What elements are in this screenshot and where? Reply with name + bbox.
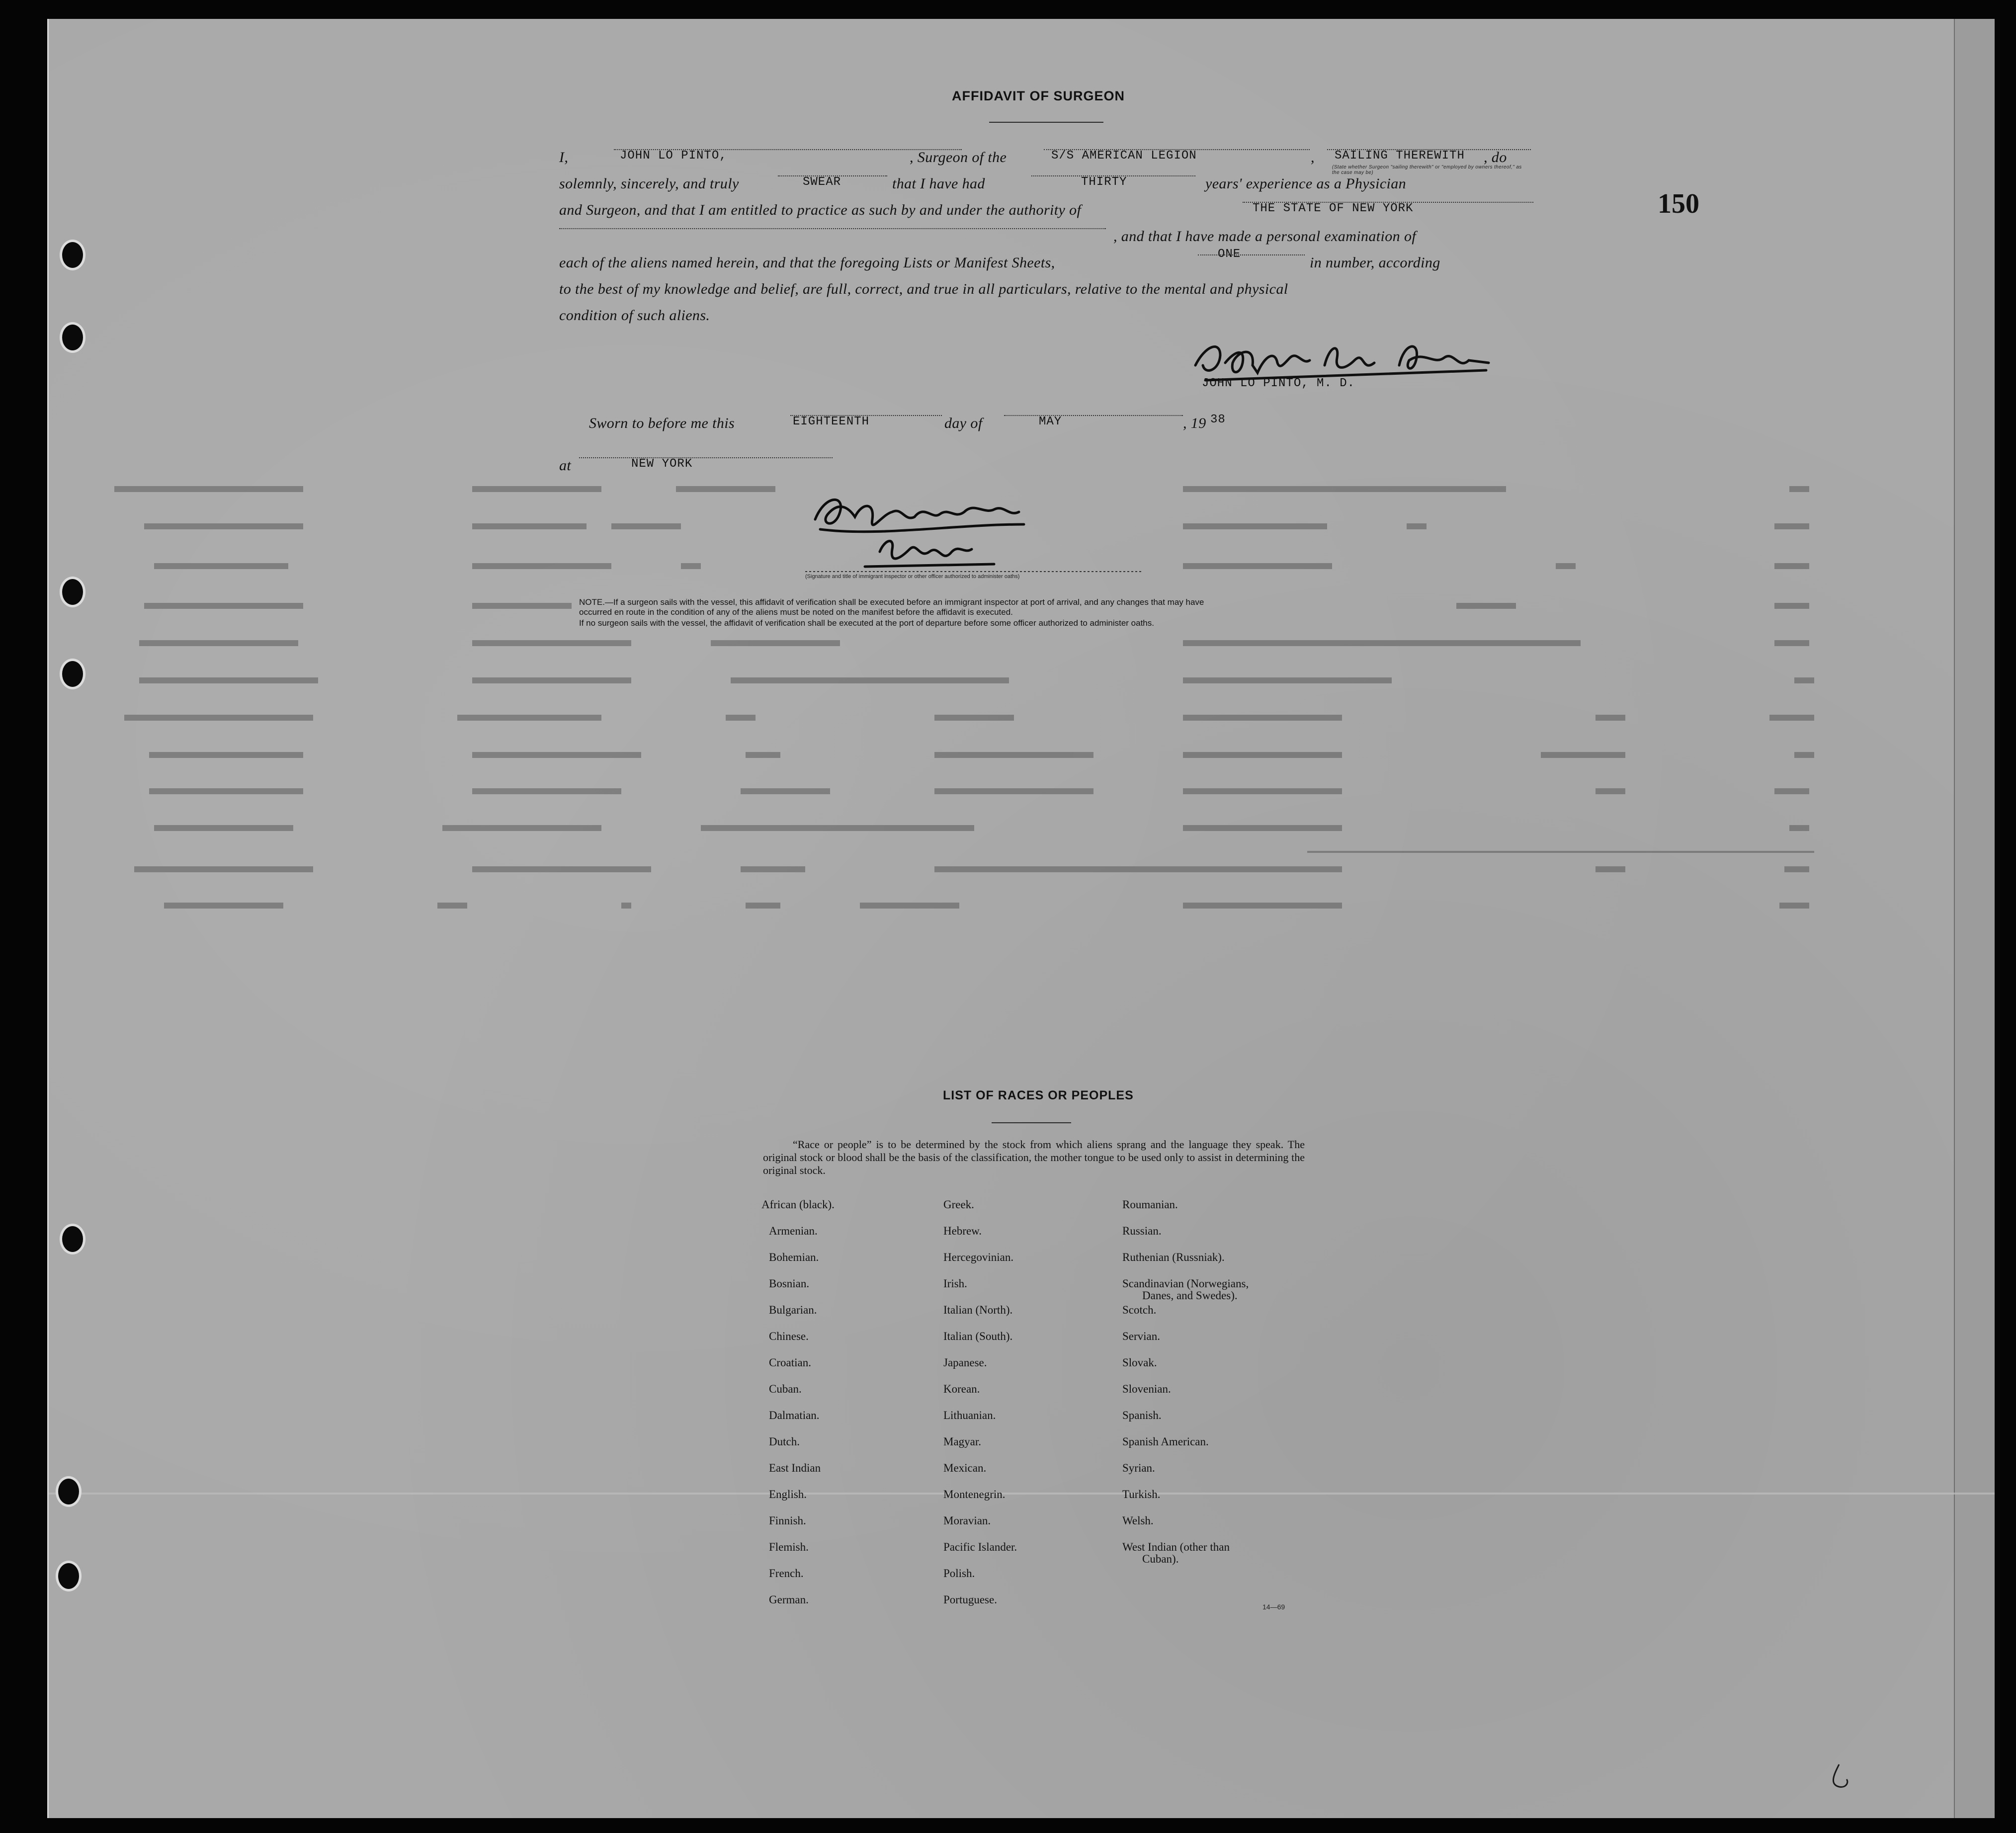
affidavit-line-6 <box>559 250 1533 276</box>
race-item: Dutch. <box>769 1435 800 1448</box>
affidavit-text: to the best of my knowledge and belief, are full, correct, and true in all particulars, relative to the mental and physical <box>559 281 1288 297</box>
affidavit-text: , do <box>1484 149 1507 166</box>
race-item: Servian. <box>1122 1330 1161 1342</box>
years-field: THIRTY <box>1081 175 1127 189</box>
race-item: Russian. <box>1122 1225 1162 1237</box>
race-item: Slovenian. <box>1122 1383 1171 1395</box>
sworn-day-field: EIGHTEENTH <box>793 415 870 428</box>
race-item: Scotch. <box>1122 1304 1157 1316</box>
blank-line <box>559 228 1106 229</box>
affidavit-text: in number, according <box>1310 254 1440 271</box>
race-item: Greek. <box>943 1198 974 1211</box>
race-item: Syrian. <box>1122 1462 1155 1474</box>
race-item: Montenegrin. <box>943 1488 1006 1500</box>
affidavit-text: I, <box>559 149 569 166</box>
race-item: German. <box>769 1593 809 1606</box>
race-item: Croatian. <box>769 1356 811 1369</box>
race-item: East Indian <box>769 1462 821 1474</box>
binding-strip <box>1954 19 1995 1818</box>
affidavit-text: that I have had <box>892 175 985 192</box>
races-intro-text: “Race or people” is to be determined by the stock from which aliens sprang and the language they speak. The original stock or blood shall be the basis of the classification, the mother tongue to be used only to assist in determining the original stock. <box>763 1138 1305 1176</box>
affidavit-body <box>559 144 1533 329</box>
affidavit-text: day of <box>944 415 983 431</box>
at-line <box>559 452 957 479</box>
affidavit-text: Sworn to before me this <box>589 415 735 431</box>
blank-line <box>1031 175 1195 176</box>
oath-field: SWEAR <box>803 175 841 189</box>
affidavit-line-5 <box>559 223 1533 250</box>
sworn-place-field: NEW YORK <box>631 457 693 471</box>
affidavit-note: occurred en route in the condition of any of the aliens must be noted on the manifest before the affidavit is executed. <box>579 607 1013 617</box>
race-item: Chinese. <box>769 1330 809 1342</box>
officer-caption: (Signature and title of immigrant inspector or other officer authorized to administer oaths) <box>805 574 1020 580</box>
race-item: African (black). <box>761 1198 835 1211</box>
race-item: Italian (North). <box>943 1304 1013 1316</box>
affidavit-line-2 <box>559 165 1533 197</box>
race-item: Mexican. <box>943 1462 987 1474</box>
affidavit-text: and Surgeon, and that I am entitled to practice as such by and under the authority of <box>559 202 1082 218</box>
race-item: Ruthenian (Russniak). <box>1122 1251 1225 1263</box>
pencil-mark <box>1819 1759 1859 1794</box>
blank-line <box>1044 149 1310 150</box>
sworn-year-field: 38 <box>1210 413 1226 426</box>
blank-line <box>790 415 942 416</box>
race-item: Armenian. <box>769 1225 818 1237</box>
bleed-through-marks <box>114 477 1814 915</box>
sworn-line <box>589 410 1533 436</box>
race-item: West Indian (other than <box>1122 1541 1230 1553</box>
blank-line <box>1004 415 1183 416</box>
blank-line <box>1198 254 1305 255</box>
race-item: Turkish. <box>1122 1488 1161 1500</box>
vessel-name-field: S/S AMERICAN LEGION <box>1051 149 1197 163</box>
binder-hole-icon <box>56 1476 82 1507</box>
race-item: Dalmatian. <box>769 1409 820 1421</box>
race-item: Italian (South). <box>943 1330 1013 1342</box>
affidavit-title: AFFIDAVIT OF SURGEON <box>952 88 1125 103</box>
race-item: French. <box>769 1567 804 1580</box>
authority-field: THE STATE OF NEW YORK <box>1253 202 1414 215</box>
race-item: Danes, and Swedes). <box>1142 1289 1238 1302</box>
affidavit-text: , 19 <box>1183 415 1206 431</box>
fold-line <box>49 1493 1995 1495</box>
race-item: Roumanian. <box>1122 1198 1178 1211</box>
race-item: Cuban). <box>1142 1553 1179 1565</box>
race-item: English. <box>769 1488 807 1500</box>
race-item: Portuguese. <box>943 1593 997 1606</box>
status-instruction-note: (State whether Surgeon "sailing therewith" or "employed by owners thereof," as the case may be) <box>1332 165 1522 175</box>
affidavit-text: , <box>1311 149 1315 166</box>
blank-line <box>579 457 833 458</box>
race-item: Bulgarian. <box>769 1304 817 1316</box>
race-item: Bosnian. <box>769 1277 810 1290</box>
blank-line <box>778 175 887 176</box>
affidavit-text: solemnly, sincerely, and truly <box>559 175 739 192</box>
races-intro <box>763 1138 1305 1177</box>
affidavit-note: NOTE.—If a surgeon sails with the vessel, this affidavit of verification shall be executed before an immigrant inspector at port of arrival, and any changes that may have <box>579 597 1204 607</box>
race-item: Polish. <box>943 1567 975 1580</box>
affidavit-line-7 <box>559 276 1533 302</box>
binder-hole-icon <box>60 240 85 270</box>
affidavit-line-8 <box>559 302 1533 329</box>
affidavit-text: , Surgeon of the <box>910 149 1007 166</box>
race-item: Spanish American. <box>1122 1435 1209 1448</box>
race-item: Bohemian. <box>769 1251 819 1263</box>
affidavit-text: at <box>559 457 572 474</box>
surgeon-status-field: SAILING THEREWITH <box>1335 149 1465 163</box>
binder-hole-icon <box>60 659 85 689</box>
sworn-month-field: MAY <box>1039 415 1062 428</box>
affidavit-text: each of the aliens named herein, and that the foregoing Lists or Manifest Sheets, <box>559 254 1055 271</box>
title-underline <box>992 1122 1071 1123</box>
races-column-2 <box>943 1199 1017 1620</box>
binder-hole-icon <box>60 1224 85 1254</box>
form-code: 14—69 <box>1262 1603 1285 1611</box>
affidavit-line-4 <box>559 197 1533 223</box>
sheet-count-field: ONE <box>1218 248 1241 261</box>
surgeon-printed-name: JOHN LO PINTO, M. D. <box>1202 377 1355 390</box>
races-title: LIST OF RACES OR PEOPLES <box>943 1088 1134 1102</box>
blank-line <box>1243 202 1533 203</box>
race-item: Slovak. <box>1122 1356 1157 1369</box>
page-number: 150 <box>1658 188 1699 219</box>
race-item: Cuban. <box>769 1383 802 1395</box>
races-column-3 <box>1122 1199 1249 1580</box>
race-item: Irish. <box>943 1277 967 1290</box>
race-item: Flemish. <box>769 1541 809 1553</box>
race-item: Moravian. <box>943 1514 991 1527</box>
race-item: Finnish. <box>769 1514 806 1527</box>
title-underline <box>989 122 1103 123</box>
surgeon-name-field: JOHN LO PINTO, <box>620 149 727 163</box>
binder-hole-icon <box>60 322 85 353</box>
race-item: Spanish. <box>1122 1409 1162 1421</box>
race-item: Welsh. <box>1122 1514 1154 1527</box>
race-item: Scandinavian (Norwegians, <box>1122 1277 1249 1290</box>
race-item: Hercegovinian. <box>943 1251 1014 1263</box>
affidavit-text: condition of such aliens. <box>559 307 710 324</box>
binder-hole-icon <box>56 1561 82 1591</box>
race-item: Korean. <box>943 1383 980 1395</box>
race-item: Japanese. <box>943 1356 987 1369</box>
race-item: Lithuanian. <box>943 1409 996 1421</box>
race-item: Hebrew. <box>943 1225 982 1237</box>
race-item: Pacific Islander. <box>943 1541 1017 1553</box>
races-column-1 <box>761 1199 835 1620</box>
race-item: Magyar. <box>943 1435 982 1448</box>
binder-hole-icon <box>60 577 85 607</box>
affidavit-text: , and that I have made a personal examination of <box>1113 228 1417 245</box>
affidavit-text: years' experience as a Physician <box>1205 175 1407 192</box>
affidavit-note: If no surgeon sails with the vessel, the affidavit of verification shall be executed at the port of departure before some officer authorized to administer oaths. <box>579 618 1154 628</box>
